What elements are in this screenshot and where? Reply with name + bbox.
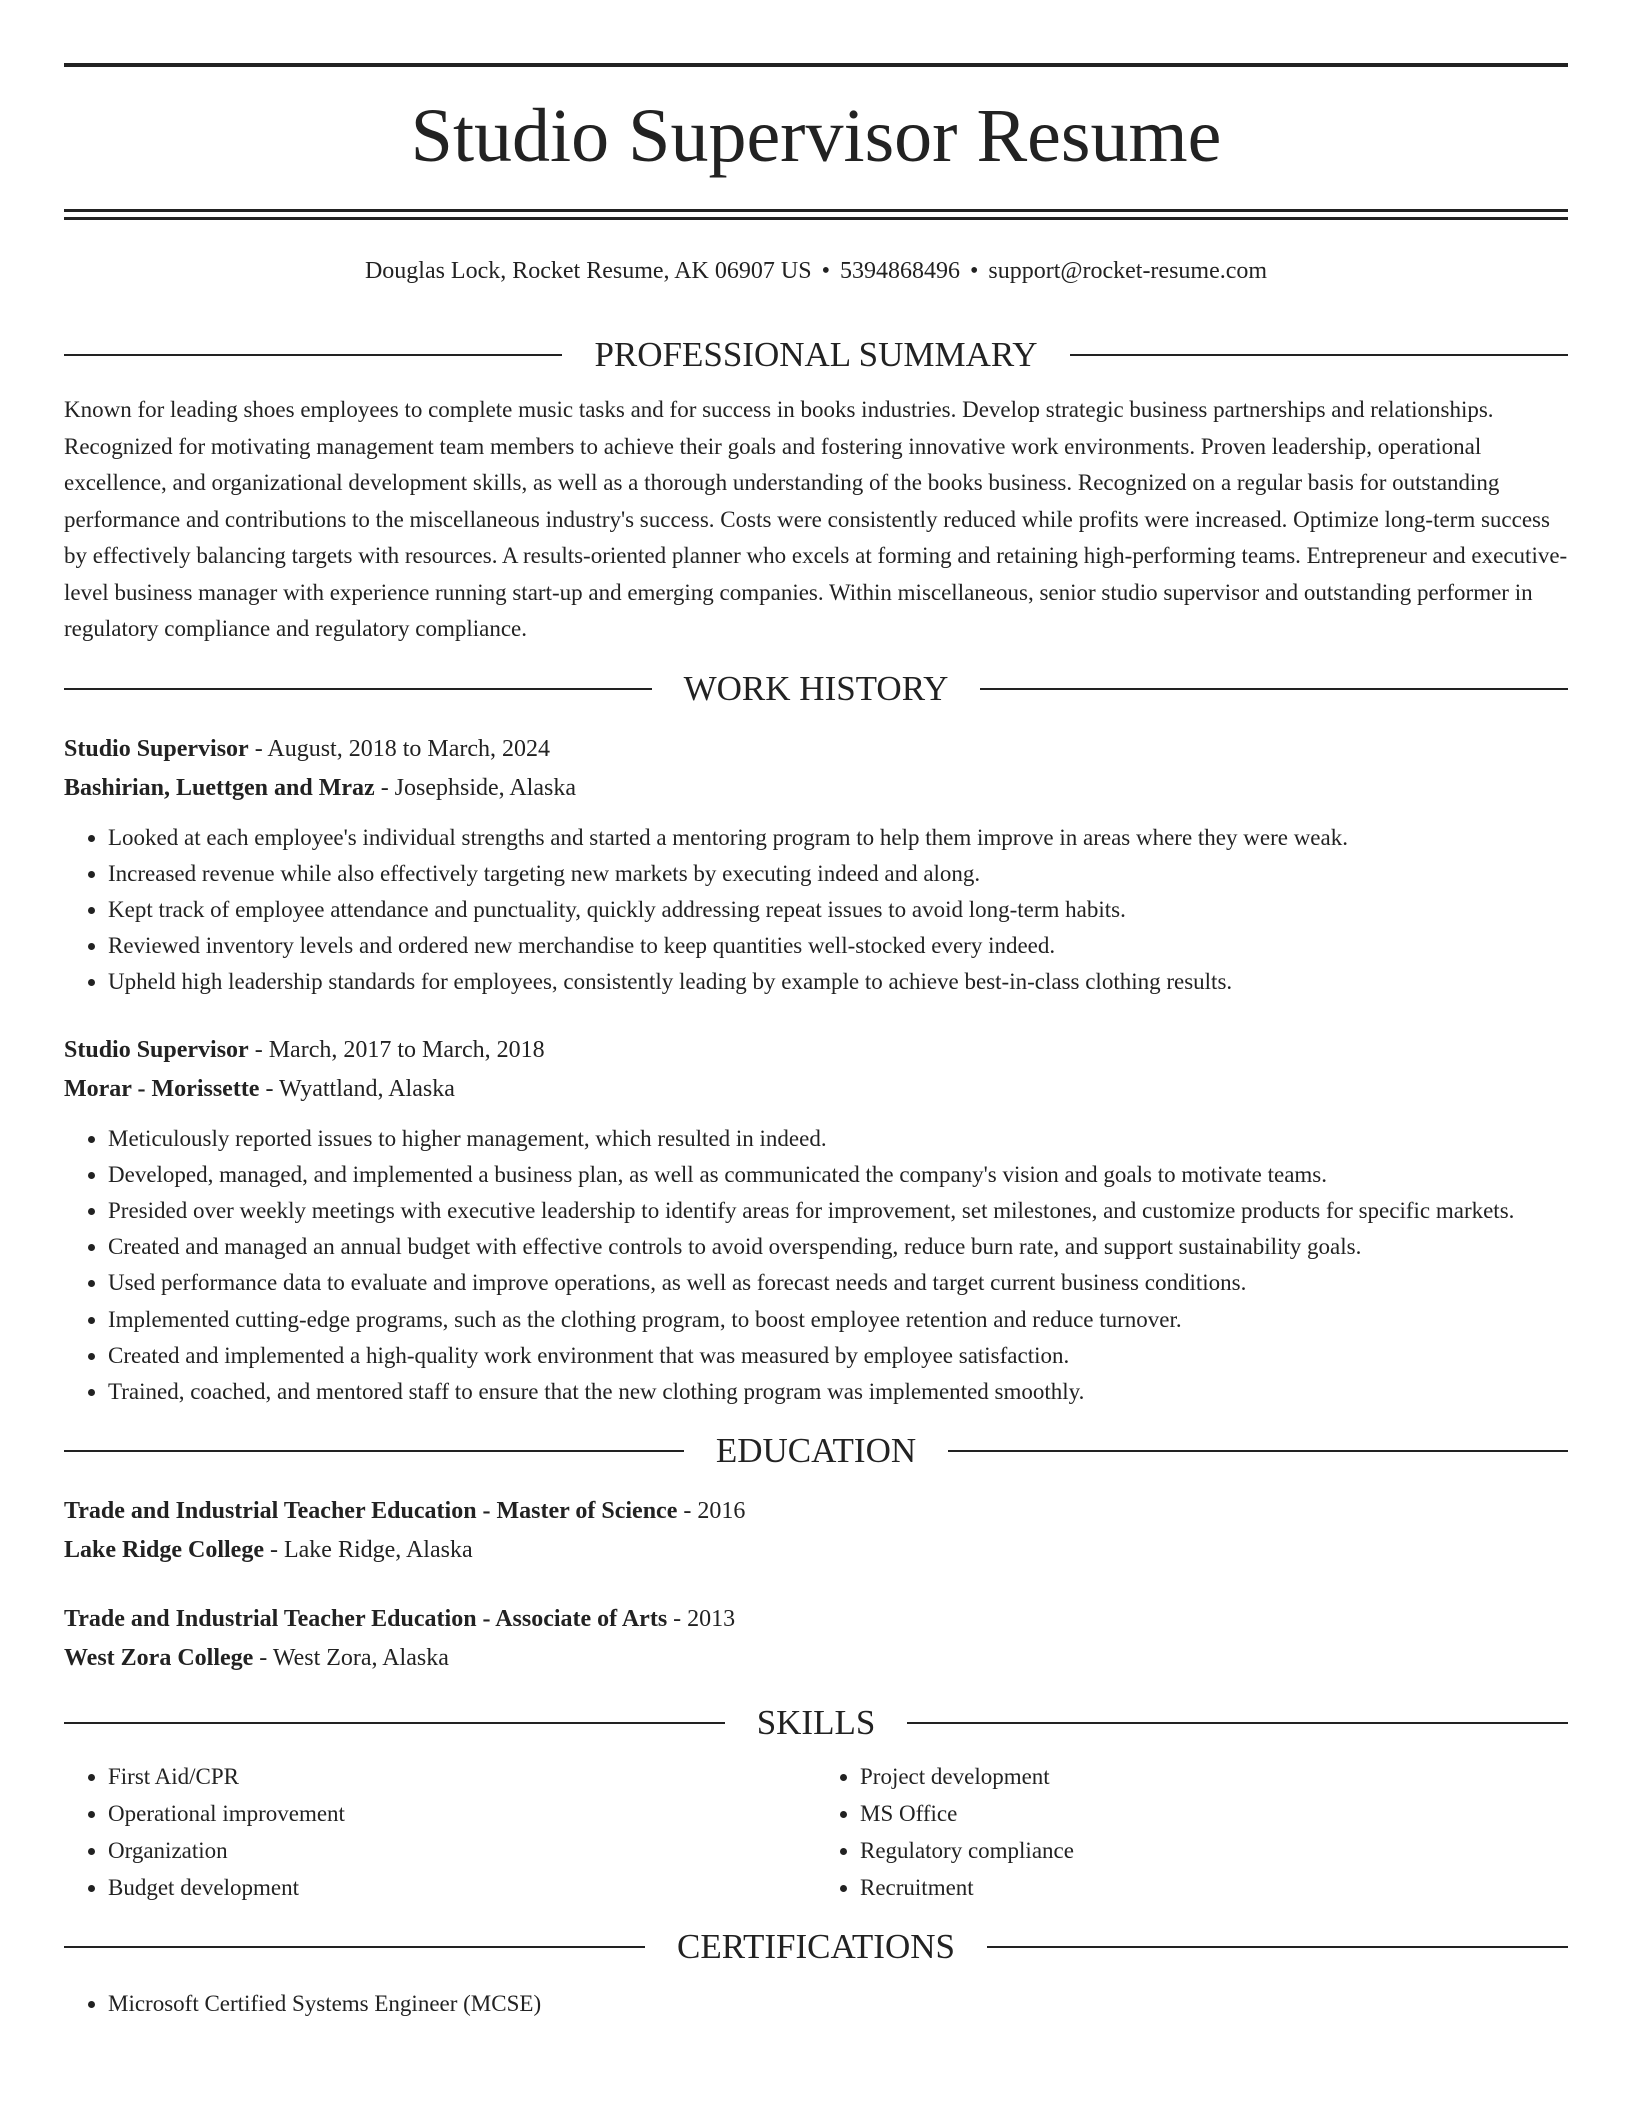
job-role: Studio Supervisor	[64, 1036, 249, 1063]
skills-column-left	[64, 1758, 816, 1906]
list-item: • Regulatory compliance	[860, 1832, 1568, 1869]
section-rule	[987, 1946, 1568, 1948]
contact-phone: 5394868496	[839, 258, 960, 284]
list-item: • Budget development	[108, 1869, 816, 1906]
professional-summary-text: Known for leading shoes employees to complete music tasks and for success in books industries. Develop strategic business partnerships and relationships. Recognized for motivating management team members to achieve their goals and fostering innovative work environments. Proven leadership, operational excellence, and organizational development skills, as well as a thorough understanding of the books business. Recognized on a regular basis for outstanding performance and contributions to the miscellaneous industry's success. Costs were consistently reduced while profits were increased. Optimize long-term success by effectively balancing targets with resources. A results-oriented planner who excels at forming and retaining high-performing teams. Entrepreneur and executive-level business manager with experience running start-up and emerging companies. Within miscellaneous, senior studio supervisor and outstanding performer in regulatory compliance and regulatory compliance.	[64, 397, 1568, 641]
list-item: • Used performance data to evaluate and improve operations, as well as forecast needs and target current business conditions.	[108, 1265, 1568, 1301]
section-rule	[64, 1722, 725, 1724]
education-location: - West Zora, Alaska	[253, 1645, 449, 1672]
section-title-skills: SKILLS	[756, 1703, 876, 1743]
list-item: • Project development	[860, 1758, 1568, 1795]
page-title: Studio Supervisor Resume	[410, 94, 1222, 178]
job-dates: - August, 2018 to March, 2024	[248, 735, 551, 762]
section-title-certifications: CERTIFICATIONS	[677, 1927, 955, 1967]
list-item: • Organization	[108, 1832, 816, 1869]
job-title-line	[64, 730, 1568, 769]
section-rule	[64, 1946, 645, 1948]
section-header-education	[64, 1426, 1568, 1476]
section-rule	[64, 1450, 684, 1452]
education-degree-line	[64, 1492, 1568, 1531]
job-entry	[64, 1031, 1568, 1411]
list-item: • Operational improvement	[108, 1795, 816, 1832]
job-location: - Josephside, Alaska	[374, 774, 576, 801]
section-rule	[980, 688, 1568, 690]
skills-column-right	[816, 1758, 1568, 1906]
list-item: • Reviewed inventory levels and ordered new merchandise to keep quantities well-stocked every indeed.	[108, 928, 1568, 964]
list-item: • Developed, managed, and implemented a business plan, as well as communicated the company's vision and goals to motivate teams.	[108, 1157, 1568, 1193]
list-item: • Implemented cutting-edge programs, such as the clothing program, to boost employee retention and reduce turnover.	[108, 1302, 1568, 1338]
list-item: • Increased revenue while also effectively targeting new markets by executing indeed and along.	[108, 856, 1568, 892]
job-role: Studio Supervisor	[64, 735, 249, 762]
list-item: • Created and implemented a high-quality work environment that was measured by employee satisfaction.	[108, 1338, 1568, 1374]
education-location: - Lake Ridge, Alaska	[263, 1537, 473, 1564]
education-school-line	[64, 1531, 1568, 1570]
list-item: • Microsoft Certified Systems Engineer (MCSE)	[108, 1986, 1568, 2022]
section-rule	[64, 354, 562, 356]
job-entry	[64, 730, 1568, 1001]
job-dates: - March, 2017 to March, 2018	[248, 1036, 545, 1063]
contact-separator: •	[969, 258, 979, 284]
contact-line	[64, 256, 1568, 286]
certifications-list	[64, 1986, 1568, 2022]
list-item: • Created and managed an annual budget with effective controls to avoid overspending, reduce burn rate, and support sustainability goals.	[108, 1229, 1568, 1265]
section-rule	[1070, 354, 1568, 356]
education-degree: Trade and Industrial Teacher Education - Associate of Arts	[64, 1606, 668, 1633]
education-degree: Trade and Industrial Teacher Education - Master of Science	[64, 1498, 678, 1525]
section-title-education: EDUCATION	[715, 1431, 917, 1471]
section-title-summary: PROFESSIONAL SUMMARY	[594, 335, 1038, 374]
list-item: • Presided over weekly meetings with executive leadership to identify areas for improvement, set milestones, and customize products for specific markets.	[108, 1193, 1568, 1229]
contact-separator: •	[821, 258, 830, 284]
job-bullets	[64, 1121, 1568, 1411]
education-entry	[64, 1492, 1568, 1570]
job-company-line	[64, 1070, 1568, 1109]
contact-address: Douglas Lock, Rocket Resume, AK 06907 US	[364, 258, 812, 284]
job-company-line	[64, 769, 1568, 808]
section-rule	[64, 688, 652, 690]
contact-email: support@rocket-resume.com	[988, 258, 1268, 284]
education-school-line	[64, 1639, 1568, 1678]
list-item: • Trained, coached, and mentored staff to ensure that the new clothing program was implemented smoothly.	[108, 1374, 1568, 1410]
section-title-work: WORK HISTORY	[683, 668, 949, 708]
skills-grid	[64, 1758, 1568, 1906]
section-header-skills	[64, 1698, 1568, 1748]
title-double-rule	[64, 209, 1568, 220]
education-year: - 2013	[667, 1606, 736, 1633]
education-degree-line	[64, 1600, 1568, 1639]
list-item: • Kept track of employee attendance and punctuality, quickly addressing repeat issues to avoid long-term habits.	[108, 892, 1568, 928]
section-header-summary	[64, 330, 1568, 380]
job-title-line	[64, 1031, 1568, 1070]
list-item: • Recruitment	[860, 1869, 1568, 1906]
section-header-work	[64, 664, 1568, 714]
education-school: Lake Ridge College	[64, 1537, 264, 1564]
job-bullets	[64, 820, 1568, 1001]
section-header-certifications	[64, 1922, 1568, 1972]
list-item: • Looked at each employee's individual strengths and started a mentoring program to help them improve in areas where they were weak.	[108, 820, 1568, 856]
job-location: - Wyattland, Alaska	[259, 1075, 455, 1102]
job-company: Morar - Morissette	[64, 1075, 260, 1102]
education-school: West Zora College	[64, 1645, 254, 1672]
list-item: • Meticulously reported issues to higher management, which resulted in indeed.	[108, 1121, 1568, 1157]
list-item: • MS Office	[860, 1795, 1568, 1832]
education-entry	[64, 1600, 1568, 1678]
section-rule	[907, 1722, 1568, 1724]
section-rule	[948, 1450, 1568, 1452]
list-item: • First Aid/CPR	[108, 1758, 816, 1795]
education-year: - 2016	[677, 1498, 746, 1525]
list-item: • Upheld high leadership standards for employees, consistently leading by example to achieve best-in-class clothing results.	[108, 964, 1568, 1000]
top-rule	[64, 63, 1568, 67]
job-company: Bashirian, Luettgen and Mraz	[64, 774, 375, 801]
